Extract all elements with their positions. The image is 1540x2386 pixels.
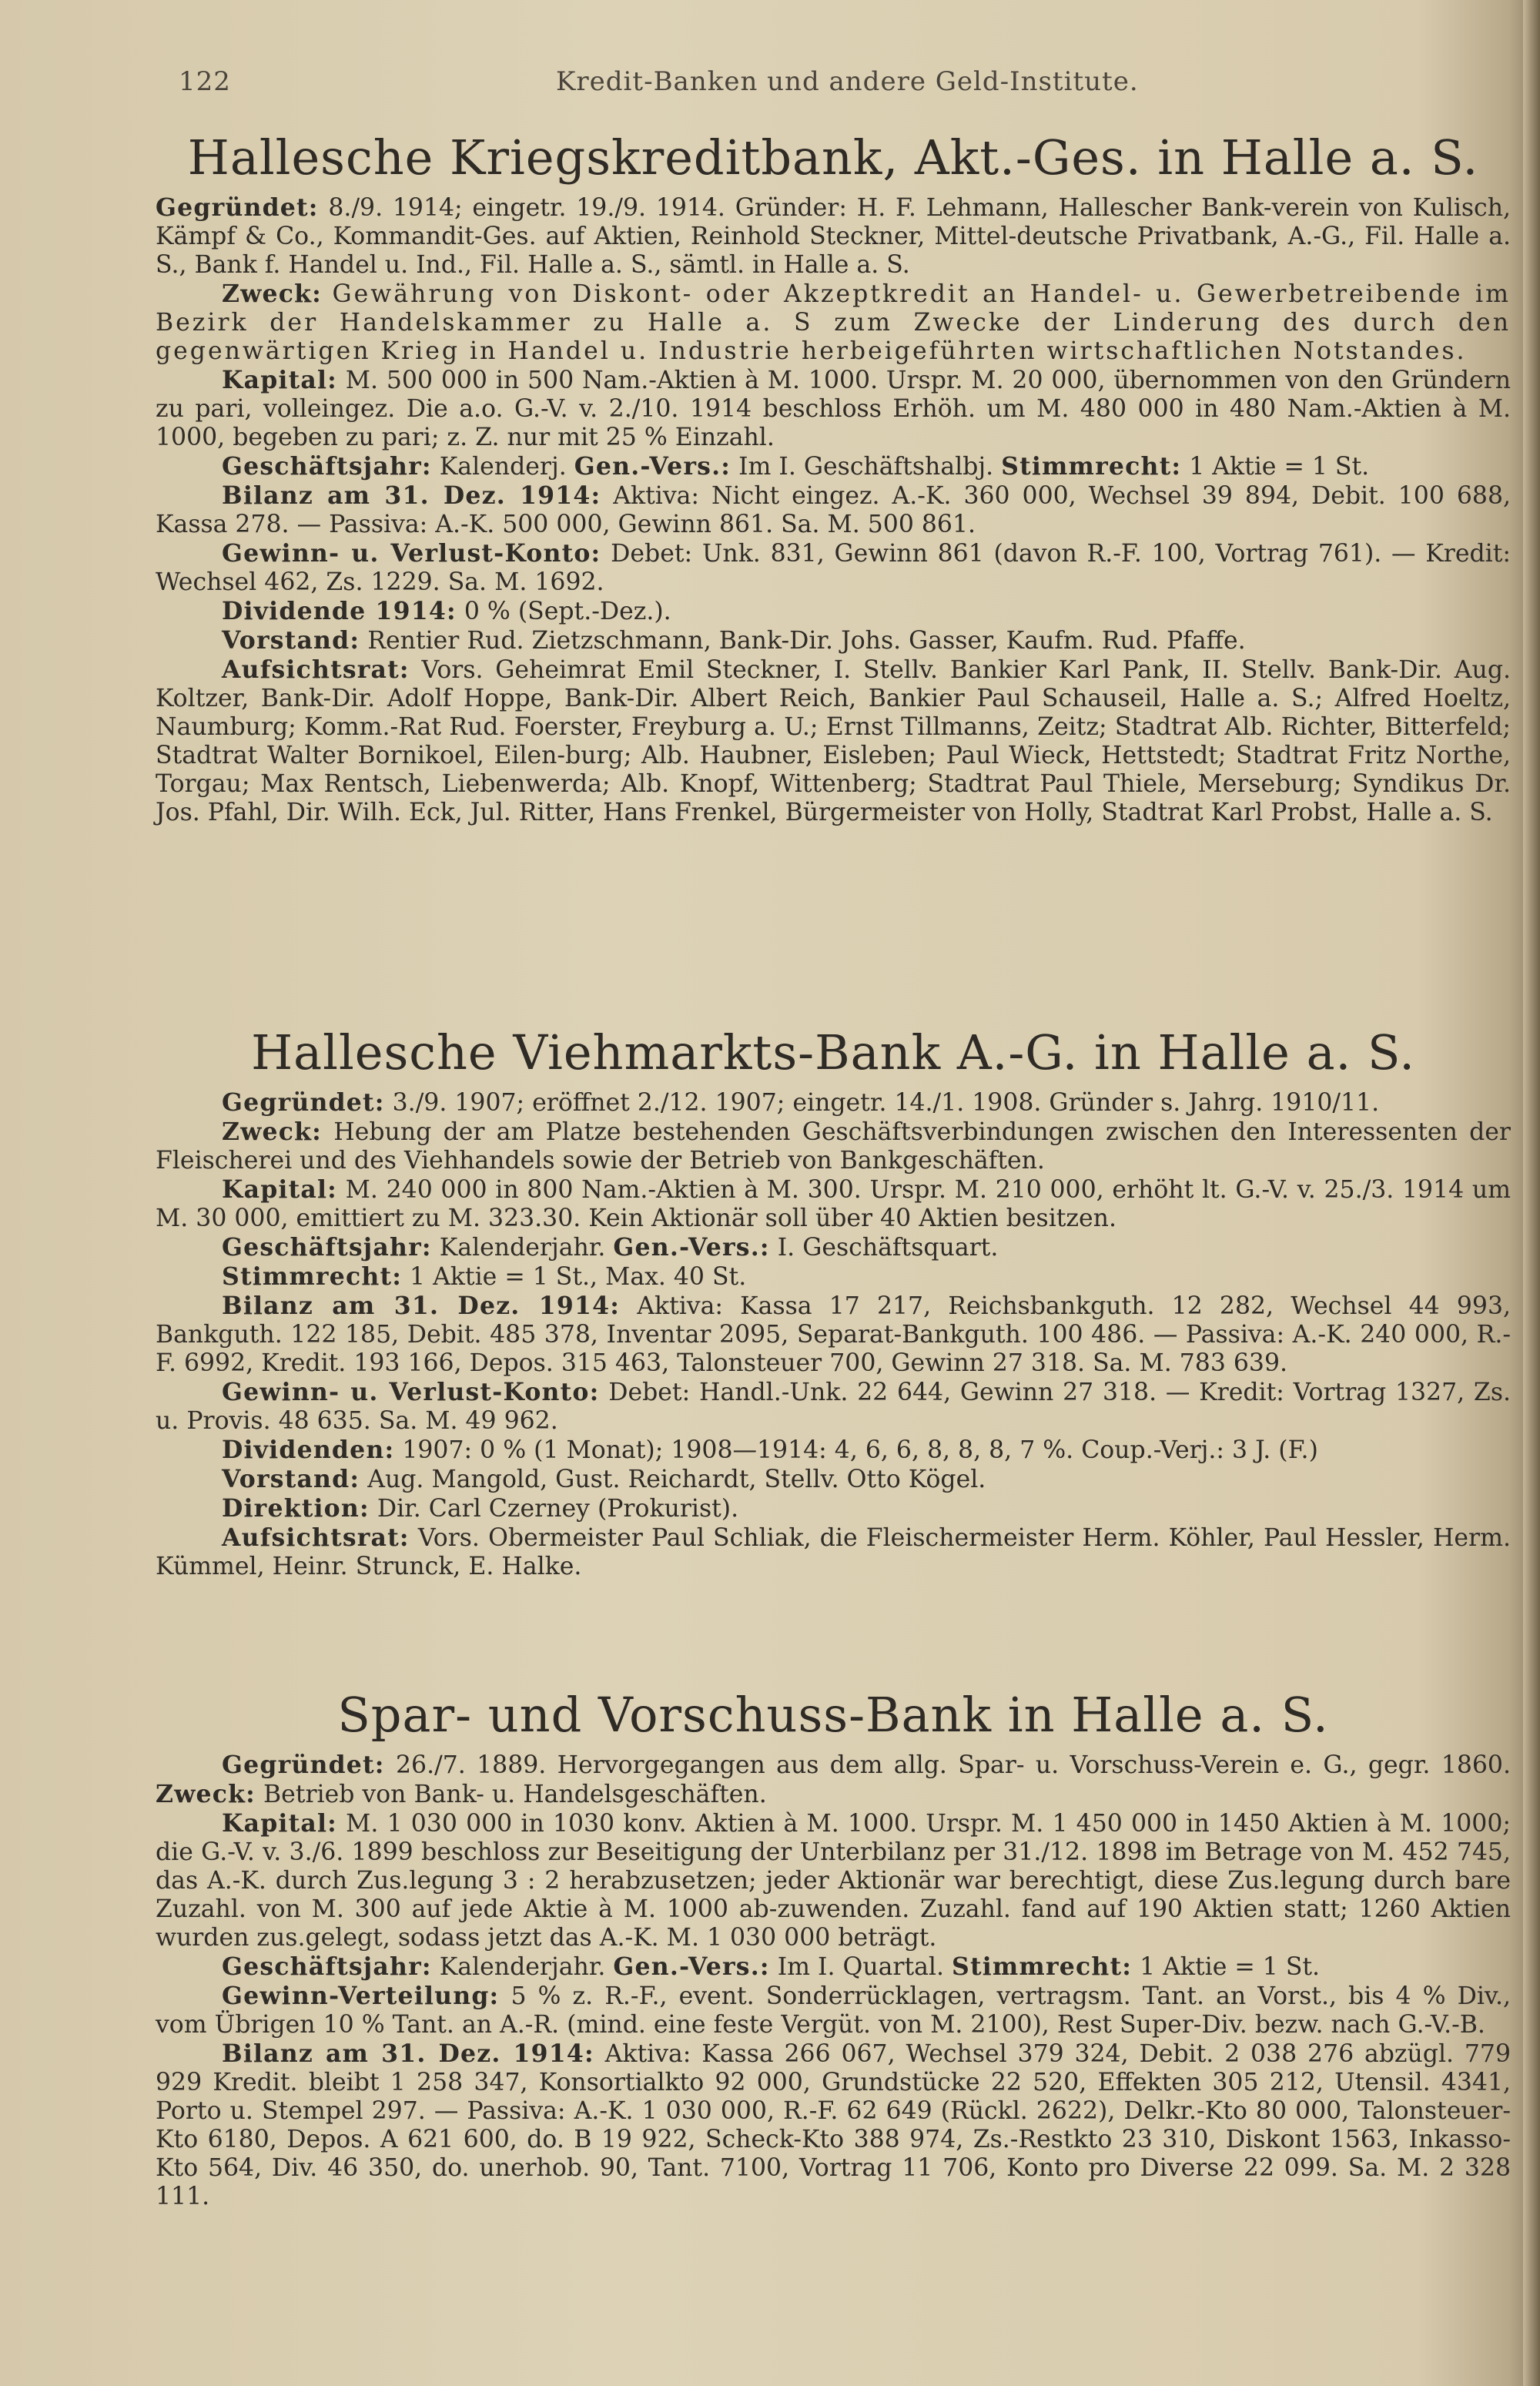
paragraph-dividenden: Dividenden: 1907: 0 % (1 Monat); 1908—1914: 4, 6, 6, 8, 8, 8, 7 %. Coup.-Verj.: 3 J. (F.) — [222, 1436, 1318, 1464]
entry-viehmarkts-bank — [156, 1024, 1511, 1581]
entry-kriegskreditbank — [156, 129, 1511, 827]
paragraph-direktion: Direktion: Dir. Carl Czerney (Prokurist). — [222, 1494, 739, 1523]
entry-body — [156, 1088, 1511, 1581]
paragraph-gegruendet: Gegründet: 3./9. 1907; eröffnet 2./12. 1907; eingetr. 14./1. 1908. Gründer s. Jahrg. 1910/11. — [222, 1088, 1380, 1117]
paragraph-aufsichtsrat: Aufsichtsrat: Vors. Obermeister Paul Schliak, die Fleischermeister Herm. Köhler, Paul Hessler, Herm. Kümmel, Heinr. Strunck, E. Halke. — [156, 1523, 1512, 1580]
paragraph-kapital: Kapital: M. 240 000 in 800 Nam.-Aktien à M. 300. Urspr. M. 210 000, erhöht lt. G.-V. v. 25./3. 1914 um M. 30 000, emittiert zu M. 323.30. Kein Aktionär soll über 40 Aktien besitzen. — [156, 1175, 1511, 1232]
paragraph-bilanz: Bilanz am 31. Dez. 1914: Aktiva: Nicht eingez. A.-K. 360 000, Wechsel 39 894, Debit. 100 688, Kassa 278. — Passiva: A.-K. 500 000, Gewinn 861. Sa. M. 500 861. — [156, 481, 1511, 538]
running-head — [179, 66, 1511, 97]
paragraph-vorstand: Vorstand: Rentier Rud. Zietzschmann, Bank-Dir. Johs. Gasser, Kaufm. Rud. Pfaffe. — [222, 626, 1246, 655]
entry-title: Hallesche Kriegskreditbank, Akt.-Ges. in Halle a. S. — [187, 129, 1479, 186]
paragraph-geschaeftsjahr: Geschäftsjahr: Kalenderj. Gen.-Vers.: Im I. Geschäftshalbj. Stimmrecht: 1 Aktie = 1 St. — [222, 452, 1370, 481]
paragraph-vorstand: Vorstand: Aug. Mangold, Gust. Reichardt, Stellv. Otto Kögel. — [222, 1465, 986, 1493]
paragraph-gewinn-verlust: Gewinn- u. Verlust-Konto: Debet: Unk. 831, Gewinn 861 (davon R.-F. 100, Vortrag 761). — Kredit: Wechsel 462, Zs. 1229. Sa. M. 1692. — [156, 539, 1511, 596]
page-edge-shadow — [1523, 0, 1540, 2386]
paragraph-kapital: Kapital: M. 1 030 000 in 1030 konv. Aktien à M. 1000. Urspr. M. 1 450 000 in 1450 Aktien à M. 1000; die G.-V. v. 3./6. 1899 beschloss zur Beseitigung der Unterbilanz per 31./12. 1898 im Betrage von M. 452 745, das A.-K. durch Zus.legung 3 : 2 herabzusetzen; jeder Aktionär war berechtigt, diese Zus.legung durch bare Zuzahl. von M. 300 auf jede Aktie à M. 1000 ab-zuwenden. Zuzahl. fand auf 190 Aktien statt; 1260 Aktien wurden zus.gelegt, sodass jetzt das A.-K. M. 1 030 000 beträgt. — [156, 1809, 1512, 1952]
entry-body — [156, 1751, 1511, 2211]
paragraph-zweck: Zweck: Hebung der am Platze bestehenden Geschäftsverbindungen zwischen den Interessenten der Fleischerei und des Viehhandels sowie der Betrieb von Bankgeschäften. — [156, 1118, 1511, 1175]
paragraph-bilanz: Bilanz am 31. Dez. 1914: Aktiva: Kassa 17 217, Reichsbankguth. 12 282, Wechsel 44 993, Bankguth. 122 185, Debit. 485 378, Inventar 2095, Separat-Bankguth. 100 486. — Passiva: A.-K. 240 000, R.-F. 6992, Kredit. 193 166, Depos. 315 463, Talonsteuer 700, Gewinn 27 318. Sa. M. 783 639. — [156, 1292, 1512, 1377]
paragraph-gewinn-verlust: Gewinn- u. Verlust-Konto: Debet: Handl.-Unk. 22 644, Gewinn 27 318. — Kredit: Vortrag 1327, Zs. u. Provis. 48 635. Sa. M. 49 962. — [156, 1378, 1511, 1435]
page-number: 122 — [179, 66, 231, 97]
paragraph-geschaeftsjahr: Geschäftsjahr: Kalenderjahr. Gen.-Vers.: Im I. Quartal. Stimmrecht: 1 Aktie = 1 St. — [222, 1952, 1321, 1981]
entry-body — [156, 193, 1511, 827]
paragraph-zweck: Zweck: Gewährung von Diskont- oder Akzeptkredit an Handel- u. Gewerbetreibende im Bezirk der Handelskammer zu Halle a. S zum Zwecke der Linderung des durch den gegenwärtigen Krieg in Handel u. Industrie herbeigeführten wirtschaftlichen Notstandes. — [156, 280, 1511, 365]
paragraph-aufsichtsrat: Aufsichtsrat: Vors. Geheimrat Emil Steckner, I. Stellv. Bankier Karl Pank, II. Stellv. Bank-Dir. Aug. Koltzer, Bank-Dir. Adolf Hoppe, Bank-Dir. Albert Reich, Bankier Paul Schauseil, Halle a. S.; Alfred Hoeltz, Naumburg; Komm.-Rat Rud. Foerster, Freyburg a. U.; Ernst Tillmanns, Zeitz; Stadtrat Alb. Richter, Bitterfeld; Stadtrat Walter Bornikoel, Eilen-burg; Alb. Haubner, Eisleben; Paul Wieck, Hettstedt; Stadtrat Fritz Northe, Torgau; Max Rentsch, Liebenwerda; Alb. Knopf, Wittenberg; Stadtrat Paul Thiele, Merseburg; Syndikus Dr. Jos. Pfahl, Dir. Wilh. Eck, Jul. Ritter, Hans Frenkel, Bürgermeister von Holly, Stadtrat Karl Probst, Halle a. S. — [156, 655, 1511, 826]
entry-title: Spar- und Vorschuss-Bank in Halle a. S. — [337, 1687, 1329, 1743]
paragraph-stimmrecht: Stimmrecht: 1 Aktie = 1 St., Max. 40 St. — [222, 1262, 747, 1291]
entry-title: Hallesche Viehmarkts-Bank A.-G. in Halle a. S. — [251, 1024, 1415, 1081]
paragraph-geschaeftsjahr: Geschäftsjahr: Kalenderjahr. Gen.-Vers.: I. Geschäftsquart. — [222, 1233, 999, 1262]
running-title: Kredit-Banken und andere Geld-Institute. — [556, 66, 1139, 97]
paragraph-dividende: Dividende 1914: 0 % (Sept.-Dez.). — [222, 597, 671, 625]
paragraph-kapital: Kapital: M. 500 000 in 500 Nam.-Aktien à M. 1000. Urspr. M. 20 000, übernommen von den Gründern zu pari, volleingez. Die a.o. G.-V. v. 2./10. 1914 beschloss Erhöh. um M. 480 000 in 480 Nam.-Aktien à M. 1000, begeben zu pari; z. Z. nur mit 25 % Einzahl. — [156, 366, 1511, 451]
paragraph-gegruendet: Gegründet: 8./9. 1914; eingetr. 19./9. 1914. Gründer: H. F. Lehmann, Hallescher Bank-verein von Kulisch, Kämpf & Co., Kommandit-Ges. auf Aktien, Reinhold Steckner, Mittel-deutsche Privatbank, A.-G., Fil. Halle a. S., Bank f. Handel u. Ind., Fil. Halle a. S., sämtl. in Halle a. S. — [156, 193, 1511, 279]
paragraph-gegruendet: Gegründet: 26./7. 1889. Hervorgegangen aus dem allg. Spar- u. Vorschuss-Verein e. G., gegr. 1860. Zweck: Betrieb von Bank- u. Handelsgeschäften. — [156, 1751, 1511, 1808]
entry-spar-vorschuss-bank — [156, 1687, 1511, 2211]
paragraph-gewinn-verteilung: Gewinn-Verteilung: 5 % z. R.-F., event. Sonderrücklagen, vertragsm. Tant. an Vorst., bis 4 % Div., vom Übrigen 10 % Tant. an A.-R. (mind. eine feste Vergüt. von M. 2100), Rest Super-Div. bezw. nach G.-V.-B. — [156, 1982, 1511, 2039]
paragraph-bilanz: Bilanz am 31. Dez. 1914: Aktiva: Kassa 266 067, Wechsel 379 324, Debit. 2 038 276 abzügl. 779 929 Kredit. bleibt 1 258 347, Konsortialkto 92 000, Grundstücke 22 520, Effekten 305 212, Utensil. 4341, Porto u. Stempel 297. — Passiva: A.-K. 1 030 000, R.-F. 62 649 (Rückl. 2622), Delkr.-Kto 80 000, Talonsteuer-Kto 6180, Depos. A 621 600, do. B 19 922, Scheck-Kto 388 974, Zs.-Restkto 23 310, Diskont 1563, Inkasso-Kto 564, Div. 46 350, do. unerhob. 90, Tant. 7100, Vortrag 11 706, Konto pro Diverse 22 099. Sa. M. 2 328 111. — [156, 2039, 1511, 2210]
